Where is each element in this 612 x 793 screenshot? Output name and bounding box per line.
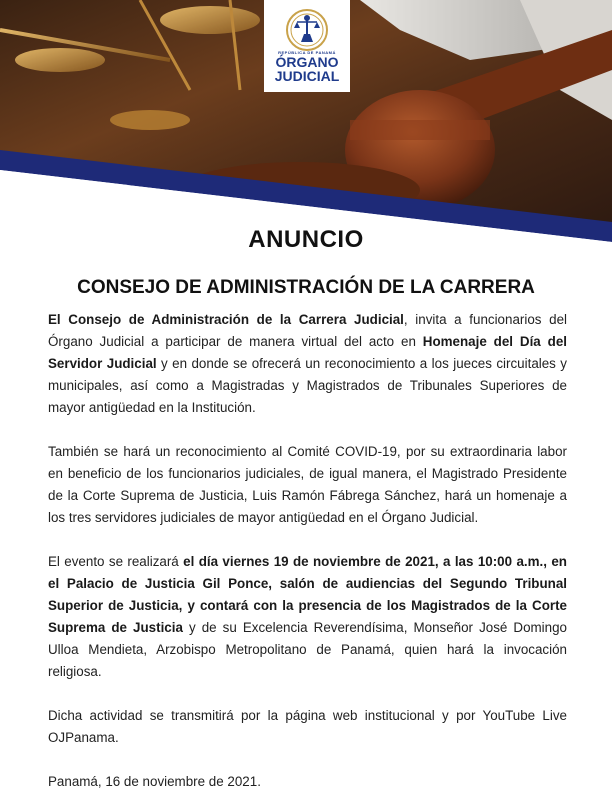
paragraph-recognition: También se hará un reconocimiento al Comité COVID-19, por su extraordinaria labor en beneficio de los funcionarios judiciales, de igual manera, el Magistrado Presidente de la Corte Suprema de Justicia, Luis Ramón Fábrega Sánchez, hará un homenaje a los tres servidores judiciales de mayor antigüedad en el Órgano Judicial.	[48, 444, 567, 525]
announcement-body	[48, 309, 567, 793]
paragraph-text: El evento se realizará	[48, 554, 184, 569]
announcement-subtitle: CONSEJO DE ADMINISTRACIÓN DE LA CARRERA	[77, 277, 535, 298]
justice-figure-icon	[264, 0, 350, 52]
announcement-title: ANUNCIO	[248, 226, 364, 253]
paragraph-invitation	[48, 309, 567, 419]
paragraph-event-details	[48, 551, 567, 683]
paragraph-broadcast: Dicha actividad se transmitirá por la página web institucional y por YouTube Live OJPanama.	[48, 708, 567, 745]
logo-country-text: REPÚBLICA DE PANAMÁ	[278, 50, 336, 55]
date-line: Panamá, 16 de noviembre de 2021.	[48, 774, 261, 789]
council-name: El Consejo de Administración de la Carrera Judicial	[48, 312, 404, 327]
organo-judicial-logo	[264, 0, 350, 92]
paragraph-text: , invita a funcionarios del Órgano Judicial a participar de manera virtual del acto en	[48, 312, 567, 349]
logo-name-line1: ÓRGANO	[275, 54, 339, 70]
event-name: Homenaje del Día del Servidor Judicial	[48, 334, 567, 371]
event-date-location: el día viernes 19 de noviembre de 2021, a las 10:00 a.m., en el Palacio de Justicia Gil Ponce, salón de audiencias del Segundo Tribunal Superior de Justicia, y contará con la presencia de los Magistrados de la Corte Suprema de Justicia	[48, 554, 567, 635]
paragraph-text: y de su Excelencia Reverendísima, Monseñor José Domingo Ulloa Mendieta, Arzobispo Metropolitano de Panamá, quien hará la invocación religiosa.	[48, 620, 567, 679]
header-banner	[0, 0, 612, 250]
paragraph-text: y en donde se ofrecerá un reconocimiento a los jueces circuitales y municipales, así como a Magistradas y Magistrados de Tribunales Superiores de mayor antigüedad en la Institución.	[48, 356, 567, 415]
logo-name-line2: JUDICIAL	[274, 68, 340, 84]
